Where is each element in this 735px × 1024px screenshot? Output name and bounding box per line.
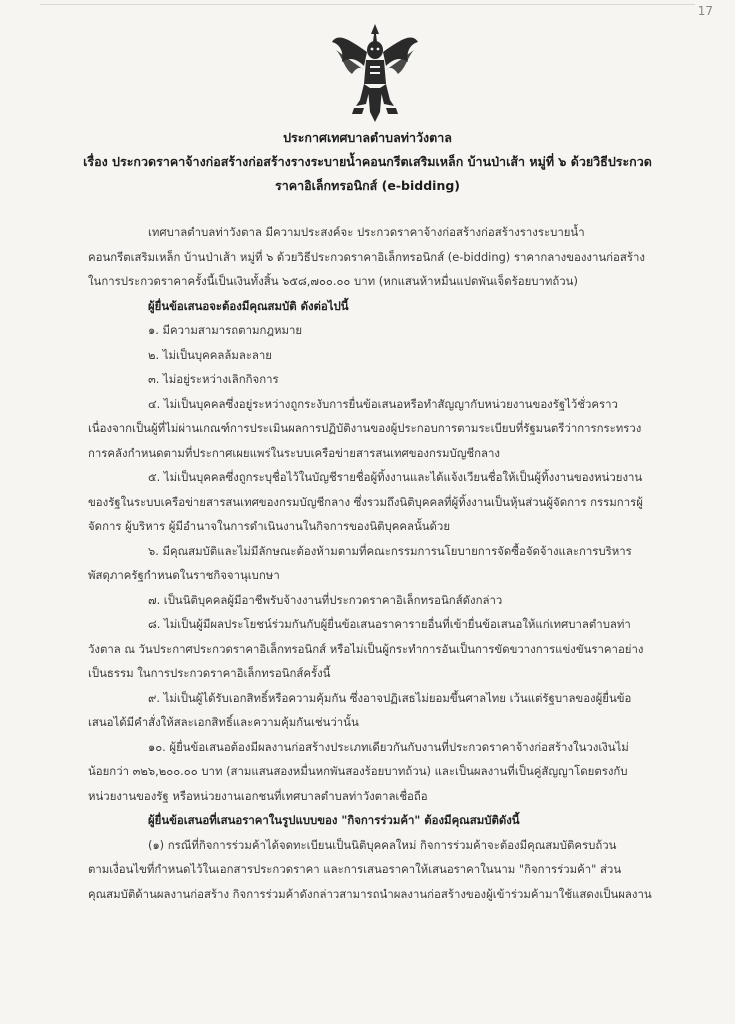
- body-line: ๑๐. ผู้ยื่นข้อเสนอต้องมีผลงานก่อสร้างประเภทเดียวกันกับงานที่ประกวดราคาจ้างก่อสร้างในวงเงินไม่: [148, 739, 629, 754]
- body-line: ๗. เป็นนิติบุคคลผู้มีอาชีพรับจ้างงานที่ประกวดราคาอิเล็กทรอนิกส์ดังกล่าว: [148, 592, 503, 607]
- body-line: ๑. มีความสามารถตามกฎหมาย: [148, 323, 303, 337]
- body-line: ในการประกวดราคาครั้งนี้เป็นเงินทั้งสิ้น ๖๕๘,๗๐๐.๐๐ บาท (หกแสนห้าหมื่นแปดพันเจ็ดร้อยบาทถ้วน): [88, 274, 578, 288]
- body-line: เป็นธรรม ในการประกวดราคาอิเล็กทรอนิกส์ครั้งนี้: [88, 666, 331, 680]
- body-line: เทศบาลตำบลท่าวังตาล มีความประสงค์จะ ประกวดราคาจ้างก่อสร้างก่อสร้างรางระบายน้ำ: [148, 225, 585, 239]
- body-line: เสนอได้มีคำสั่งให้สละเอกสิทธิ์และความคุ้มกันเช่นว่านั้น: [88, 715, 359, 729]
- subject-line-2: ราคาอิเล็กทรอนิกส์ (e-bidding): [274, 178, 461, 193]
- page-number: 17: [697, 4, 713, 18]
- body-line: หน่วยงานของรัฐ หรือหน่วยงานเอกชนที่เทศบาลตำบลท่าวังตาลเชื่อถือ: [88, 788, 428, 803]
- body-line: ๒. ไม่เป็นบุคคลล้มละลาย: [148, 347, 272, 362]
- announcement-heading: ประกาศเทศบาลตำบลท่าวังตาล: [283, 130, 452, 145]
- body-line: เนื่องจากเป็นผู้ที่ไม่ผ่านเกณฑ์การประเมินผลการปฏิบัติงานของผู้ประกอบการตามระเบียบที่รัฐมนตรีว่าการกระทรวง: [88, 421, 642, 435]
- body-line: ของรัฐในระบบเครือข่ายสารสนเทศของกรมบัญชีกลาง ซึ่งรวมถึงนิติบุคคลที่ผู้ทิ้งงานเป็นหุ้นส่วนผู้จัดการ กรรมการผู้: [88, 494, 643, 509]
- joint-venture-heading: ผู้ยื่นข้อเสนอที่เสนอราคาในรูปแบบของ "กิจการร่วมค้า" ต้องมีคุณสมบัติดังนี้: [148, 813, 520, 827]
- subject-line-1: เรื่อง ประกวดราคาจ้างก่อสร้างก่อสร้างรางระบายน้ำคอนกรีตเสริมเหล็ก บ้านป่าเส้า หมู่ที่ ๖ ด้วยวิธีประกวด: [83, 154, 652, 169]
- body-line: ตามเงื่อนไขที่กำหนดไว้ในเอกสารประกวดราคา และการเสนอราคาให้เสนอราคาในนาม "กิจการร่วมค้า" ส่วน: [88, 862, 622, 876]
- body-line: พัสดุภาครัฐกำหนดในราชกิจจานุเบกษา: [88, 568, 280, 582]
- body-line: (๑) กรณีที่กิจการร่วมค้าได้จดทะเบียนเป็นนิติบุคคลใหม่ กิจการร่วมค้าจะต้องมีคุณสมบัติครบถ้วน: [148, 837, 617, 852]
- body-line: ๕. ไม่เป็นบุคคลซึ่งถูกระบุชื่อไว้ในบัญชีรายชื่อผู้ทิ้งงานและได้แจ้งเวียนชื่อให้เป็นผู้ทิ้งงานของหน่วยงาน: [148, 470, 643, 484]
- body-line: คอนกรีตเสริมเหล็ก บ้านป่าเส้า หมู่ที่ ๖ ด้วยวิธีประกวดราคาอิเล็กทรอนิกส์ (e-bidding) ราคากลางของงานก่อสร้าง: [88, 249, 645, 264]
- qualifications-heading: ผู้ยื่นข้อเสนอจะต้องมีคุณสมบัติ ดังต่อไปนี้: [148, 298, 349, 313]
- body-line: คุณสมบัติด้านผลงานก่อสร้าง กิจการร่วมค้าดังกล่าวสามารถนำผลงานก่อสร้างของผู้เข้าร่วมค้ามาใช้แสดงเป็นผลงาน: [88, 886, 652, 901]
- body-line: น้อยกว่า ๓๒๖,๒๐๐.๐๐ บาท (สามแสนสองหมื่นหกพันสองร้อยบาทถ้วน) และเป็นผลงานที่เป็นคู่สัญญาโดยตรงกับ: [88, 764, 628, 778]
- body-line: ๖. มีคุณสมบัติและไม่มีลักษณะต้องห้ามตามที่คณะกรรมการนโยบายการจัดซื้อจัดจ้างและการบริหาร: [148, 543, 632, 558]
- body-line: วังตาล ณ วันประกาศประกวดราคาอิเล็กทรอนิกส์ หรือไม่เป็นผู้กระทำการอันเป็นการขัดขวางการแข่งขันราคาอย่าง: [88, 641, 644, 656]
- body-line: ๘. ไม่เป็นผู้มีผลประโยชน์ร่วมกันกับผู้ยื่นข้อเสนอราคารายอื่นที่เข้ายื่นข้อเสนอให้แก่เทศบาลตำบลท่า: [148, 617, 631, 631]
- garuda-emblem-icon: [330, 22, 420, 124]
- page-top-border: [40, 4, 695, 5]
- body-line: ๔. ไม่เป็นบุคคลซึ่งอยู่ระหว่างถูกระงับการยื่นข้อเสนอหรือทำสัญญากับหน่วยงานของรัฐไว้ชั่วคราว: [148, 396, 618, 411]
- body-line: ๙. ไม่เป็นผู้ได้รับเอกสิทธิ์หรือความคุ้มกัน ซึ่งอาจปฏิเสธไม่ยอมขึ้นศาลไทย เว้นแต่รัฐบาลของผู้ยื่นข้อ: [148, 690, 632, 705]
- document-body: [88, 220, 684, 906]
- body-line: จัดการ ผู้บริหาร ผู้มีอำนาจในการดำเนินงานในกิจการของนิติบุคคลนั้นด้วย: [88, 519, 451, 533]
- body-line: ๓. ไม่อยู่ระหว่างเลิกกิจการ: [148, 372, 279, 386]
- body-line: การคลังกำหนดตามที่ประกาศเผยแพร่ในระบบเครือข่ายสารสนเทศของกรมบัญชีกลาง: [88, 445, 500, 460]
